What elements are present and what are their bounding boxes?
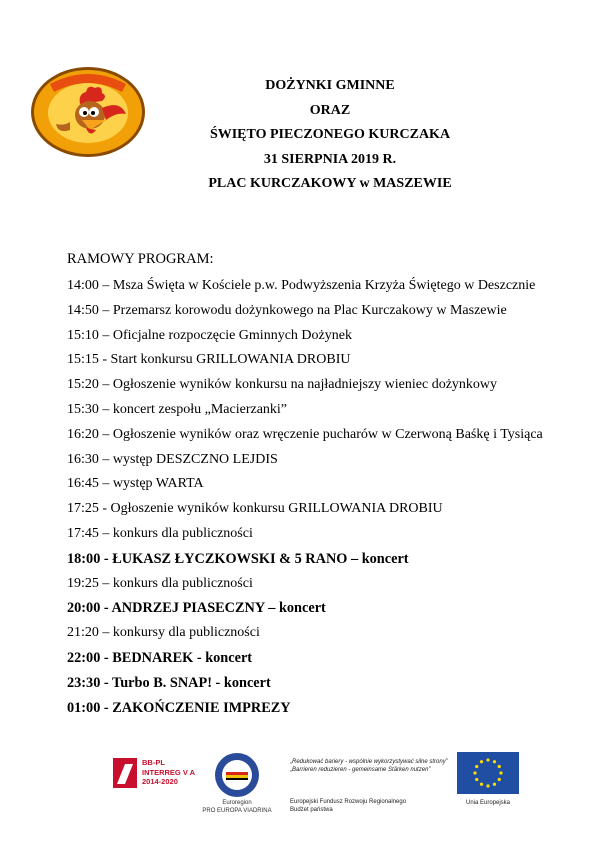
eu-flag-icon: [457, 752, 519, 794]
interreg-text: BB-PL INTERREG V A 2014-2020: [142, 758, 196, 786]
eu-star-icon: [486, 758, 489, 761]
eu-star-icon: [473, 771, 476, 774]
euroregion-seal-icon: [214, 752, 260, 798]
eu-star-icon: [498, 765, 501, 768]
program-item: 18:00 - ŁUKASZ ŁYCZKOWSKI & 5 RANO – koncert: [67, 550, 409, 567]
footer-logos: [0, 748, 608, 818]
rooster-logo-icon: [28, 60, 148, 160]
program-item: 23:30 - Turbo B. SNAP! - koncert: [67, 674, 271, 691]
header-conjunction: ORAZ: [309, 102, 351, 118]
program-title: RAMOWY PROGRAM:: [67, 251, 214, 267]
funding-note: Europejski Fundusz Rozwoju Regionalnego Budżet państwa: [290, 799, 407, 813]
program-list: [67, 276, 587, 722]
eu-star-icon: [493, 760, 496, 763]
eu-star-icon: [480, 760, 483, 763]
program-item: 21:20 – konkursy dla publiczności: [67, 625, 260, 641]
eu-star-icon: [499, 771, 502, 774]
program-item: 01:00 - ZAKOŃCZENIE IMPREZY: [67, 699, 291, 716]
program-item: 14:50 – Przemarsz korowodu dożynkowego na Plac Kurczakowy w Maszewie: [67, 302, 507, 318]
header-title: DOŻYNKI GMINNE: [265, 78, 395, 93]
program-item: 14:00 – Msza Święta w Kościele p.w. Podwyższenia Krzyża Świętego w Deszcznie: [67, 278, 536, 293]
program-item: 22:00 - BEDNAREK - koncert: [67, 649, 253, 666]
program-item: 17:25 - Ogłoszenie wyników konkursu GRILLOWANIA DROBIU: [67, 501, 443, 517]
event-header: [150, 74, 510, 197]
program-item: 16:30 – występ DESZCZNO LEJDIS: [67, 451, 278, 467]
eu-star-icon: [498, 778, 501, 781]
program-item: 15:10 – Oficjalne rozpoczęcie Gminnych Dożynek: [67, 327, 352, 343]
eu-star-icon: [486, 784, 489, 787]
program-item: 15:20 – Ogłoszenie wyników konkursu na najładniejszy wieniec dożynkowy: [67, 377, 498, 393]
header-date: 31 SIERPNIA 2019 R.: [263, 151, 397, 167]
program-item: 19:25 – konkurs dla publiczności: [67, 575, 253, 591]
program-item: 15:30 – koncert zespołu „Macierzanki”: [67, 401, 288, 417]
header-subtitle: ŚWIĘTO PIECZONEGO KURCZAKA: [209, 127, 451, 143]
program-item: 16:45 – występ WARTA: [67, 476, 204, 492]
program-item: 17:45 – konkurs dla publiczności: [67, 525, 253, 541]
interreg-logo-icon: [113, 758, 137, 788]
eu-star-icon: [493, 783, 496, 786]
program-motto: „Redukować bariery - wspólnie wykorzystywać silne strony” „Barrieren reduzieren - gemeinsame Stärken nutzen”: [290, 759, 448, 773]
eu-star-icon: [480, 783, 483, 786]
program-item: 16:20 – Ogłoszenie wyników oraz wręczenie pucharów w Czerwoną Baśkę i Tysiąca: [67, 426, 543, 442]
eu-star-icon: [475, 765, 478, 768]
eu-caption: Unia Europejska: [465, 800, 511, 806]
euroregion-caption: Euroregion PRO EUROPA VIADRINA: [202, 800, 272, 814]
eu-star-icon: [475, 778, 478, 781]
program-item: 20:00 - ANDRZEJ PIASECZNY – koncert: [67, 600, 326, 617]
program-item: 15:15 - Start konkursu GRILLOWANIA DROBIU: [67, 352, 351, 368]
header-location: PLAC KURCZAKOWY w MASZEWIE: [208, 176, 452, 192]
